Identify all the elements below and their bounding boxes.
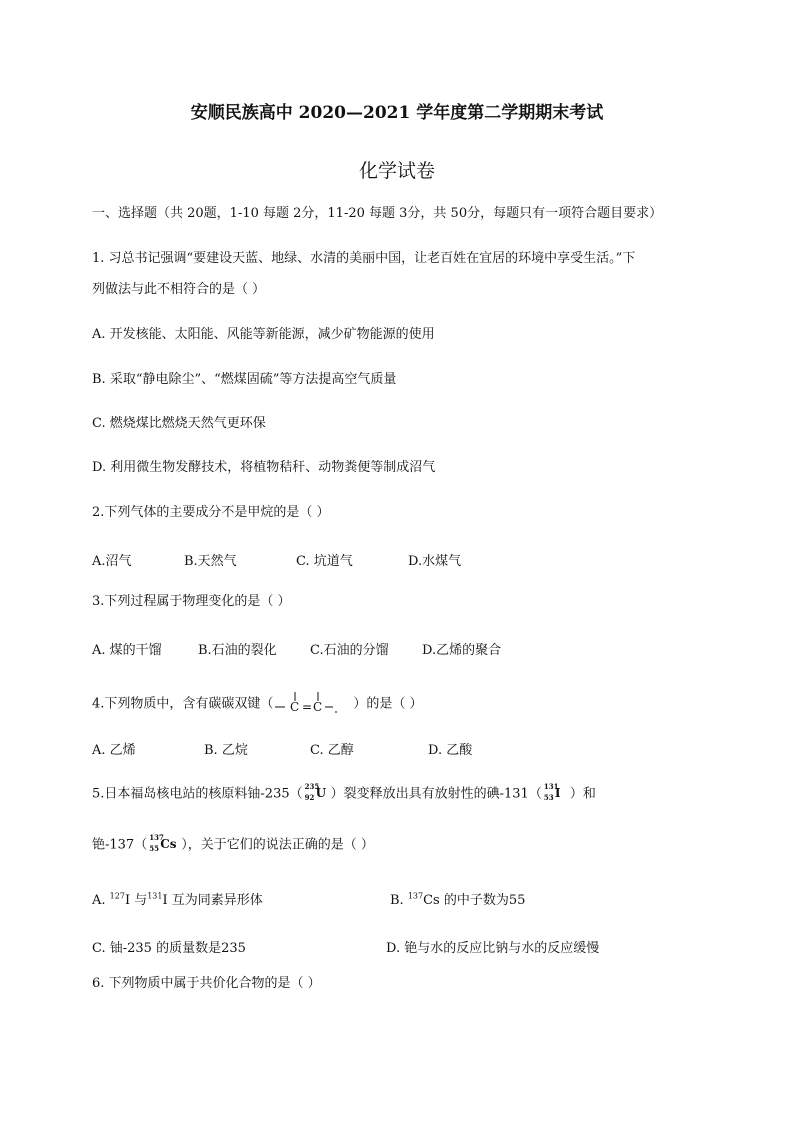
carbon-double-bond-diagram: [275, 690, 351, 718]
q5-stem-part2: ）裂变释放出具有放射性的碘-131（: [330, 786, 542, 802]
q4-option-c: C. 乙醇: [310, 743, 354, 758]
q2-option-d: D.水煤气: [408, 554, 462, 569]
q5-option-a-sup2: 131: [147, 891, 163, 901]
i-mass-number: 131: [543, 782, 559, 791]
bond-atom-2: C: [313, 700, 323, 714]
q3-option-b: B.石油的裂化: [198, 643, 277, 658]
exam-title: 安顺民族高中 2020—2021 学年度第二学期期末考试: [190, 103, 604, 123]
q4-stem-after: ）的是（ ）: [353, 696, 423, 712]
q5-option-a-text1: I 与: [124, 893, 148, 908]
u-mass-number: 235: [304, 782, 320, 791]
q3-option-d: D.乙烯的聚合: [422, 643, 502, 658]
q5-option-b-label: B.: [390, 893, 408, 908]
q5-line2-part1: 铯-137（: [92, 837, 148, 853]
q5-option-b-text: Cs 的中子数为55: [423, 893, 526, 908]
bond-atom-1: C: [290, 700, 300, 714]
q4-stem-before: 4.下列物质中，含有碳碳双键（: [92, 696, 274, 712]
q2-option-b: B.天然气: [184, 554, 237, 569]
q4-stem: [92, 690, 423, 718]
q5-option-a: [92, 889, 263, 908]
q6-stem: 6. 下列物质中属于共价化合物的是（ ）: [92, 976, 321, 991]
q5-option-a-text2: I 互为同素异形体: [162, 893, 263, 908]
q4-option-d: D. 乙酸: [428, 743, 473, 758]
q1-option-c: C. 燃烧煤比燃烧天然气更环保: [92, 416, 266, 431]
uranium-235-nuclide: [304, 782, 329, 803]
i-symbol: I: [554, 786, 561, 800]
u-symbol: U: [315, 786, 327, 800]
q5-stem-part1: 5.日本福岛核电站的核原料铀-235（: [92, 786, 303, 802]
iodine-131-nuclide: [543, 782, 568, 803]
q5-option-d: D. 铯与水的反应比钠与水的反应缓慢: [386, 941, 600, 956]
bond-equals: =: [302, 700, 313, 714]
q5-line2-part2: ），关于它们的说法正确的是（ ）: [181, 837, 374, 853]
q3-option-a: A. 煤的干馏: [92, 643, 162, 658]
q1-option-b: B. 采取“静电除尘”、“燃煤固硫”等方法提高空气质量: [92, 372, 397, 387]
q5-option-b-sup: 137: [407, 891, 424, 901]
q2-option-a: A.沼气: [92, 554, 132, 569]
q1-stem-line2: 列做法与此不相符合的是（ ）: [92, 282, 266, 297]
q2-stem: 2.下列气体的主要成分不是甲烷的是（ ）: [92, 505, 330, 520]
cs-symbol: Cs: [160, 837, 177, 851]
q2-option-c: C. 坑道气: [296, 554, 353, 569]
q5-stem-line1: [92, 782, 596, 803]
q5-stem-line2: [92, 833, 374, 854]
q4-option-a: A. 乙烯: [92, 743, 136, 758]
q3-stem: 3.下列过程属于物理变化的是（ ）: [92, 594, 291, 609]
q3-option-c: C.石油的分馏: [310, 643, 389, 658]
q5-option-a-sup1: 127: [109, 891, 125, 901]
q5-option-a-label: A.: [92, 893, 110, 908]
q5-stem-part3: ）和: [569, 786, 596, 802]
i-atomic-number: 53: [543, 793, 554, 802]
cs-mass-number: 137: [149, 833, 164, 842]
q1-stem-line1: 1. 习总书记强调“要建设天蓝、地绿、水清的美丽中国，让老百姓在宜居的环境中享受生活。”下: [92, 251, 636, 266]
exam-subtitle: 化学试卷: [358, 160, 435, 182]
q4-option-b: B. 乙烷: [204, 743, 248, 758]
section-heading: 一、选择题（共 20题，1-10 每题 2分，11-20 每题 3分，共 50分，每题只有一项符合题目要求）: [92, 206, 663, 221]
cesium-137-nuclide: [149, 833, 179, 854]
u-atomic-number: 92: [304, 793, 315, 802]
q1-option-a: A. 开发核能、太阳能、风能等新能源，减少矿物能源的使用: [92, 327, 435, 342]
q5-option-c: C. 铀-235 的质量数是235: [92, 941, 246, 956]
q5-option-b: [390, 889, 525, 908]
q1-option-d: D. 利用微生物发酵技术，将植物秸秆、动物粪便等制成沼气: [92, 460, 436, 475]
cs-atomic-number: 55: [149, 844, 159, 853]
